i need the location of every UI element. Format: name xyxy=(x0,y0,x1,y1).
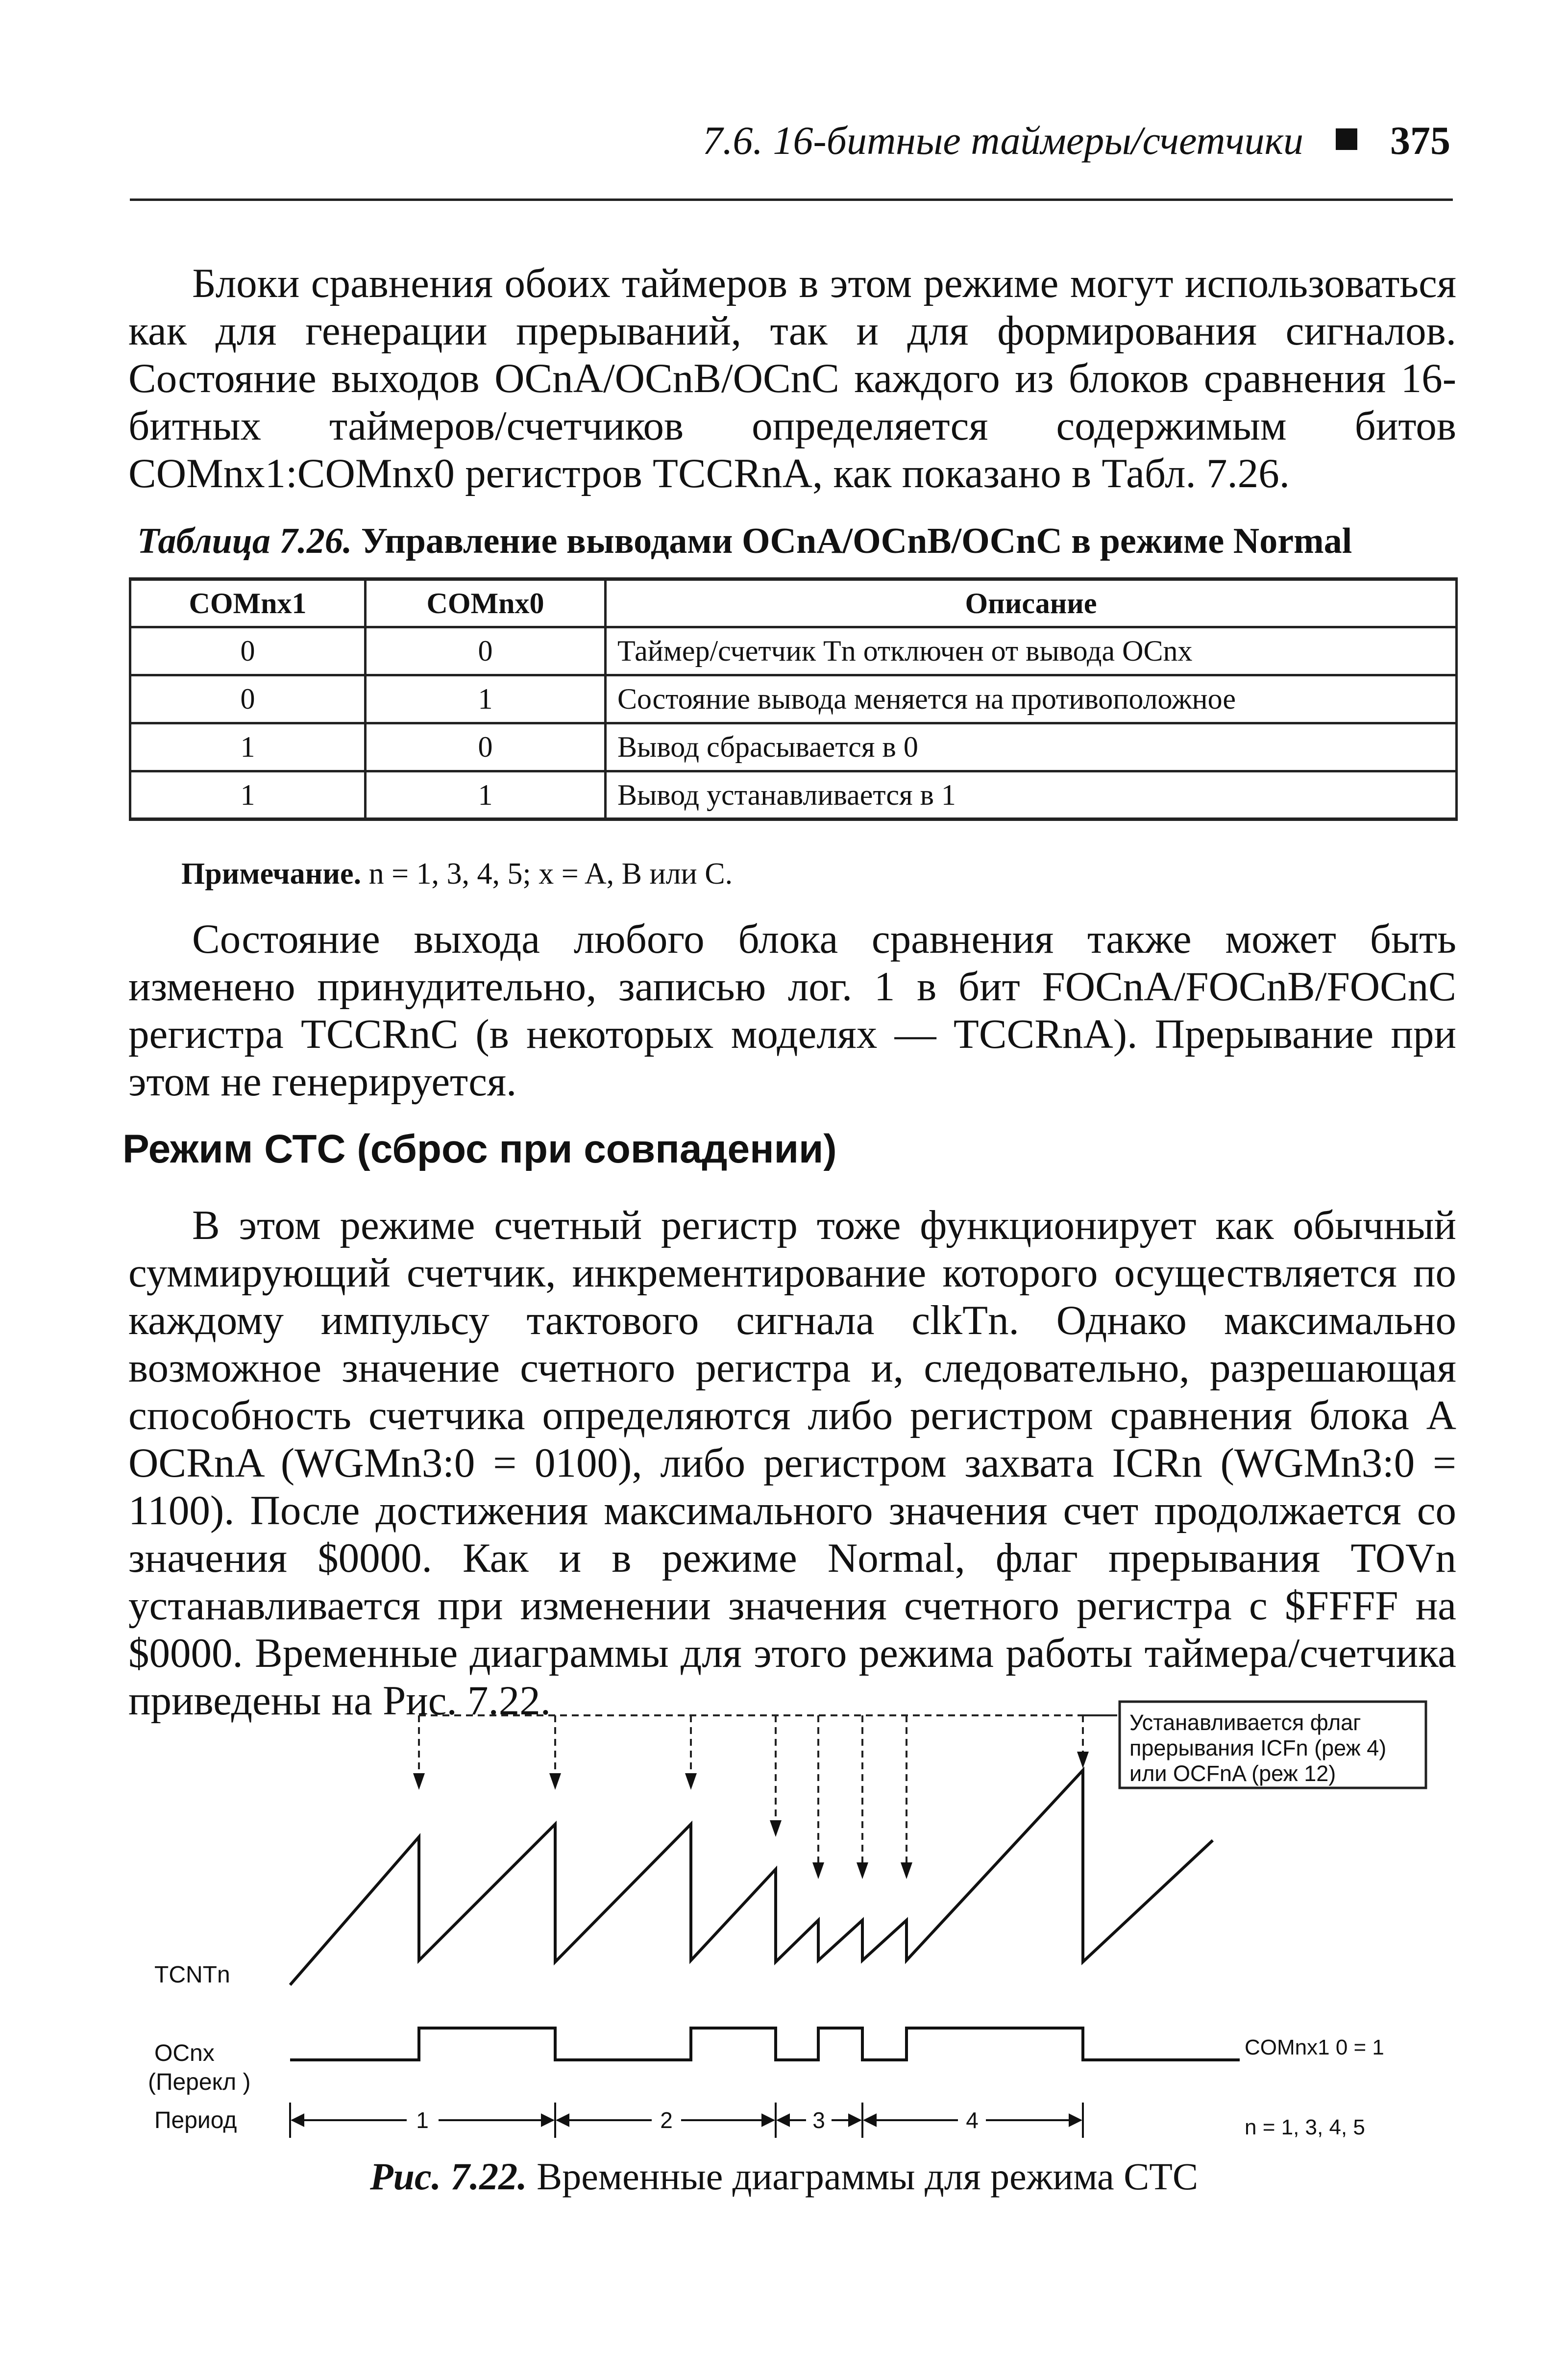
signal-label-tcnt: TCNTn xyxy=(154,1962,230,1988)
down-arrow-icon xyxy=(812,1862,824,1879)
figure-caption-label: Рис. 7.22. xyxy=(370,2155,527,2198)
signal-label-period: Период xyxy=(154,2107,237,2133)
cell-comnx0: 1 xyxy=(366,771,606,819)
table-caption xyxy=(137,520,1352,562)
header-comnx0: COMnx0 xyxy=(366,579,606,627)
table-header-row xyxy=(130,579,1457,627)
n-values-note: n = 1, 3, 4, 5 xyxy=(1245,2115,1365,2139)
control-table xyxy=(129,577,1458,821)
table-caption-label: Таблица 7.26. xyxy=(137,521,352,561)
down-arrow-icon xyxy=(549,1773,561,1790)
cell-description: Вывод сбрасывается в 0 xyxy=(606,723,1457,771)
signal-label-ocnx: OCnx xyxy=(154,2040,215,2066)
cell-comnx1: 0 xyxy=(130,627,366,675)
ctc-timing-diagram xyxy=(0,1696,1568,2186)
flag-arrowheads xyxy=(413,1752,1089,1879)
cell-description: Вывод устанавливается в 1 xyxy=(606,771,1457,819)
table-row xyxy=(130,723,1457,771)
header-comnx1: COMnx1 xyxy=(130,579,366,627)
callout-line-3: или OCFnA (реж 12) xyxy=(1129,1761,1336,1786)
table-row xyxy=(130,675,1457,723)
cell-comnx1: 1 xyxy=(130,723,366,771)
period-number: 3 xyxy=(812,2107,825,2133)
cell-comnx0: 0 xyxy=(366,723,606,771)
figure-caption-text: Временные диаграммы для режима СТС xyxy=(537,2155,1198,2198)
down-arrow-icon xyxy=(413,1773,425,1790)
period-number: 1 xyxy=(416,2107,429,2133)
figure-caption xyxy=(0,2154,1568,2199)
signal-label-toggle: (Перекл ) xyxy=(148,2069,251,2095)
down-arrow-icon xyxy=(857,1862,868,1879)
down-arrow-icon xyxy=(901,1862,912,1879)
table-row xyxy=(130,627,1457,675)
cell-comnx0: 0 xyxy=(366,627,606,675)
table-note xyxy=(181,857,733,891)
running-head xyxy=(137,118,1450,162)
period-axis xyxy=(290,2103,1083,2138)
table-note-text: n = 1, 3, 4, 5; x = A, B или C. xyxy=(368,857,733,891)
ctc-paragraph: В этом режиме счетный регистр тоже функционирует как обычный суммирующий счетчик, инкрементирование которого осуществляется по каждому импульсу тактового сигнала clkTn. Однако максимально возможное значение счетного регистра и, следовательно, разрешающая способность счетчика определяются либо регистром сравнения блока A OCRnA (WGMn3:0 = 0100), либо регистром захвата ICRn (WGMn3:0 = 1100). После достижения максимального значения счет продолжается со значения $0000. Как и в режиме Normal, флаг прерывания TOVn устанавливается при изменении значения счетного регистра с $FFFF на $0000. Временные диаграммы для этого режима работы таймера/счетчика приведены на Рис. 7.22. xyxy=(128,1202,1456,1724)
flag-callout xyxy=(1120,1702,1426,1788)
callout-line-1: Устанавливается флаг xyxy=(1129,1710,1361,1735)
header-description: Описание xyxy=(606,579,1457,627)
page-number: 375 xyxy=(1390,118,1450,163)
ocnx-waveform xyxy=(290,2028,1240,2060)
section-heading: Режим СТС (сброс при совпадении) xyxy=(122,1127,837,1171)
intro-paragraph: Блоки сравнения обоих таймеров в этом режиме могут использоваться как для генерации прерываний, так и для формирования сигналов. Состояние выходов OCnA/OCnB/OCnC каждого из блоков сравнения 16-битных таймеров/счетчиков определяется содержимым битов COMnx1:COMnx0 регистров TCCRnA, как показано в Табл. 7.26. xyxy=(128,260,1456,496)
com-setting-note: COMnx1 0 = 1 xyxy=(1245,2035,1384,2059)
force-paragraph: Состояние выхода любого блока сравнения также может быть изменено принудительно, записью лог. 1 в бит FOCnA/FOCnB/FOCnC регистра TCCRnC (в некоторых моделях — TCCRnA). Прерывание при этом не генерируется. xyxy=(128,916,1456,1105)
down-arrow-icon xyxy=(1077,1752,1089,1768)
period-number: 4 xyxy=(966,2107,979,2133)
cell-description: Состояние вывода меняется на противоположное xyxy=(606,675,1457,723)
table-caption-text: Управление выводами OCnA/OCnB/OCnC в режиме Normal xyxy=(361,521,1352,561)
callout-line-2: прерывания ICFn (реж 4) xyxy=(1129,1735,1387,1760)
table-note-label: Примечание. xyxy=(181,857,362,891)
down-arrow-icon xyxy=(685,1773,697,1790)
cell-comnx1: 1 xyxy=(130,771,366,819)
cell-comnx0: 1 xyxy=(366,675,606,723)
cell-description: Таймер/счетчик Tn отключен от вывода OCnx xyxy=(606,627,1457,675)
table-row xyxy=(130,771,1457,819)
header-rule xyxy=(130,198,1453,201)
cell-comnx1: 0 xyxy=(130,675,366,723)
tcnt-waveform xyxy=(290,1770,1213,1985)
down-arrow-icon xyxy=(770,1820,782,1837)
section-title: 7.6. 16-битные таймеры/счетчики xyxy=(702,118,1303,163)
period-number: 2 xyxy=(660,2107,673,2133)
square-bullet-icon xyxy=(1336,128,1357,150)
